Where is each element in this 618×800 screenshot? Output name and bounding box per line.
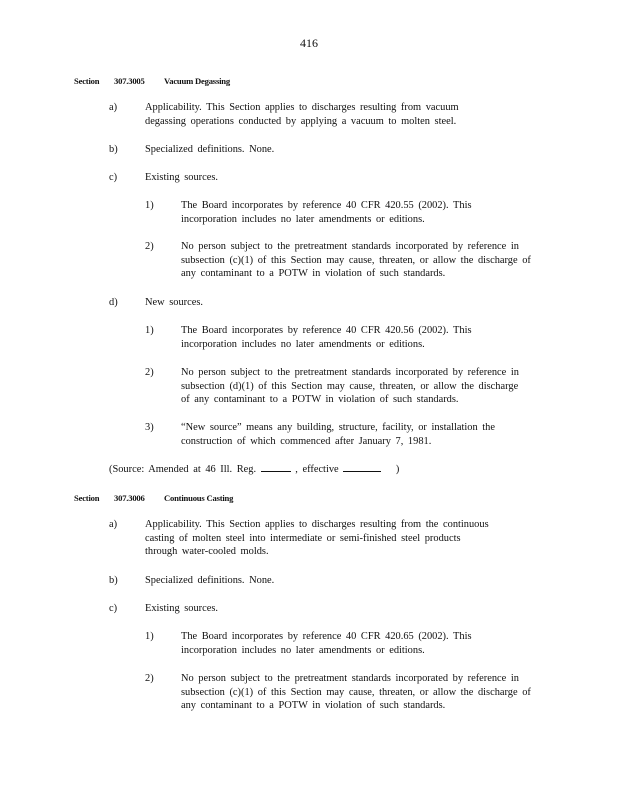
reg-blank bbox=[261, 471, 291, 472]
subitem-text: The Board incorporates by reference 40 CFR 420.65 (2002). This incorporation includes no later amendments or editions. bbox=[181, 631, 472, 656]
source-prefix: (Source: Amended at 46 Ill. Reg. bbox=[109, 464, 257, 475]
section-title: Vacuum Degassing bbox=[164, 76, 230, 86]
item-text: Existing sources. bbox=[145, 603, 218, 614]
subitem-text: No person subject to the pretreatment standards incorporated by reference in subsection (c)(1) of this Section may cause, threaten, or allow the discharge of any contaminant to a POTW in violation of such standards. bbox=[181, 673, 531, 712]
section-word: Section bbox=[74, 493, 100, 503]
source-middle: , effective bbox=[295, 464, 339, 475]
item-text: Existing sources. bbox=[145, 172, 218, 183]
source-suffix: ) bbox=[395, 464, 400, 475]
subitem-label: 1) bbox=[145, 325, 154, 336]
subitem-text: No person subject to the pretreatment standards incorporated by reference in subsection (c)(1) of this Section may cause, threaten, or allow the discharge of any contaminant to a POTW in violation of such standards. bbox=[181, 241, 531, 280]
item-text: Applicability. This Section applies to discharges resulting from vacuum degassing operations conducted by applying a vacuum to molten steel. bbox=[145, 102, 459, 127]
subitem-text: The Board incorporates by reference 40 CFR 420.55 (2002). This incorporation includes no later amendments or editions. bbox=[181, 200, 472, 225]
section-title: Continuous Casting bbox=[164, 493, 234, 503]
item-label: c) bbox=[109, 603, 118, 614]
item-text: Specialized definitions. None. bbox=[145, 144, 275, 155]
item-label: b) bbox=[109, 144, 118, 155]
page-number: 416 bbox=[300, 36, 318, 50]
subitem-label: 2) bbox=[145, 673, 154, 684]
effective-blank bbox=[343, 471, 381, 472]
section-number: 307.3006 bbox=[114, 493, 145, 503]
item-text: Specialized definitions. None. bbox=[145, 575, 275, 586]
section-word: Section bbox=[74, 76, 100, 86]
subitem-label: 2) bbox=[145, 367, 154, 378]
item-text: New sources. bbox=[145, 297, 203, 308]
item-label: b) bbox=[109, 575, 118, 586]
subitem-label: 2) bbox=[145, 241, 154, 252]
item-text: Applicability. This Section applies to discharges resulting from the continuous casting of molten steel into intermediate or semi-finished steel products through water-cooled molds. bbox=[145, 519, 489, 558]
subitem-label: 3) bbox=[145, 422, 154, 433]
subitem-text: No person subject to the pretreatment standards incorporated by reference in subsection (d)(1) of this Section may cause, threaten, or allow the discharge of any contaminant to a POTW in violation of such standards. bbox=[181, 367, 519, 406]
subitem-label: 1) bbox=[145, 631, 154, 642]
item-label: c) bbox=[109, 172, 118, 183]
subitem-text: The Board incorporates by reference 40 CFR 420.56 (2002). This incorporation includes no later amendments or editions. bbox=[181, 325, 472, 350]
item-label: a) bbox=[109, 519, 118, 530]
item-label: a) bbox=[109, 102, 118, 113]
subitem-label: 1) bbox=[145, 200, 154, 211]
source-note bbox=[109, 463, 399, 477]
subitem-text: “New source” means any building, structure, facility, or installation the construction of which commenced after January 7, 1981. bbox=[181, 422, 495, 447]
item-label: d) bbox=[109, 297, 118, 308]
section-number: 307.3005 bbox=[114, 76, 145, 86]
